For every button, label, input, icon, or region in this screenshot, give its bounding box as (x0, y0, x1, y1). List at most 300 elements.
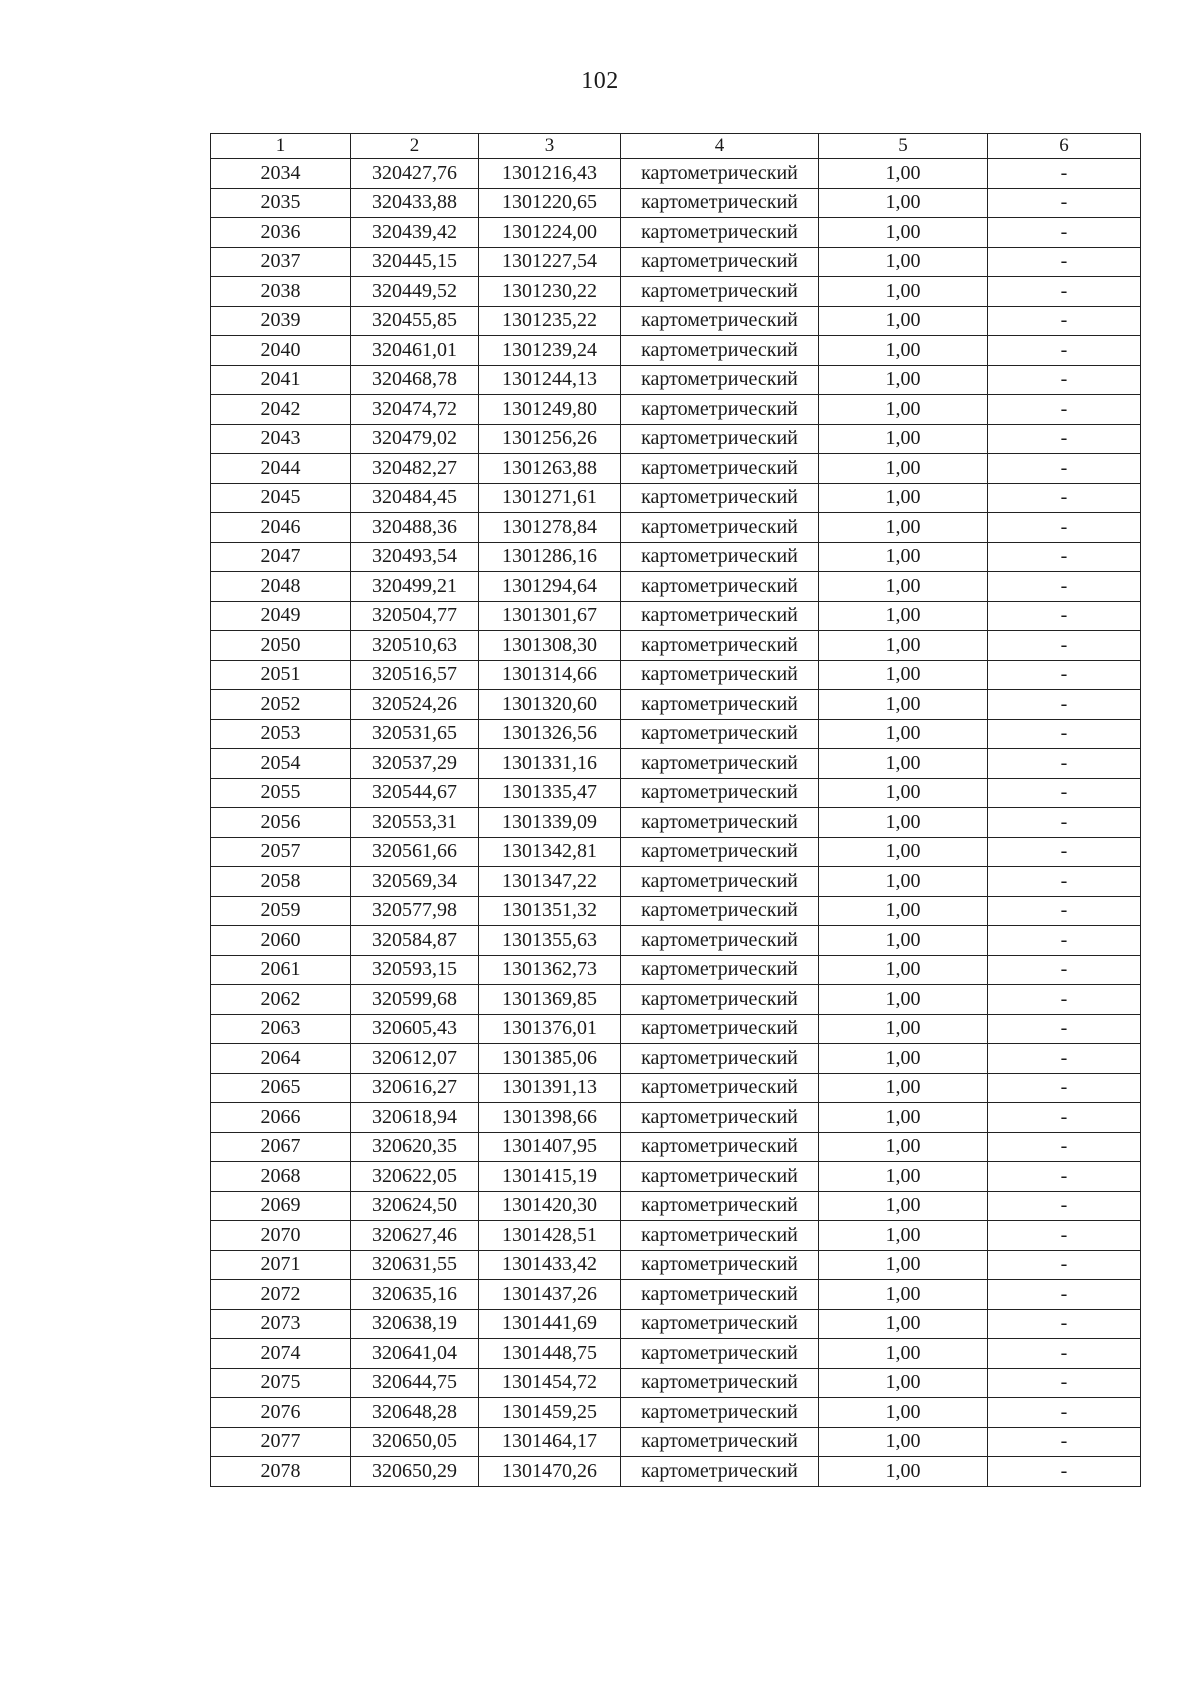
y-coordinate-cell: 1301335,47 (479, 778, 621, 808)
table-row (211, 631, 1141, 661)
method-cell: картометрический (621, 218, 819, 248)
accuracy-cell: 1,00 (819, 483, 988, 513)
accuracy-cell: 1,00 (819, 837, 988, 867)
accuracy-cell: 1,00 (819, 985, 988, 1015)
note-cell: - (988, 631, 1141, 661)
method-cell: картометрический (621, 719, 819, 749)
note-cell: - (988, 926, 1141, 956)
method-cell: картометрический (621, 1014, 819, 1044)
x-coordinate-cell: 320479,02 (351, 424, 479, 454)
table-row (211, 336, 1141, 366)
method-cell: картометрический (621, 985, 819, 1015)
accuracy-cell: 1,00 (819, 1457, 988, 1487)
method-cell: картометрический (621, 542, 819, 572)
x-coordinate-cell: 320484,45 (351, 483, 479, 513)
y-coordinate-cell: 1301376,01 (479, 1014, 621, 1044)
point-number-cell: 2053 (211, 719, 351, 749)
y-coordinate-cell: 1301308,30 (479, 631, 621, 661)
table-row (211, 1280, 1141, 1310)
table-row (211, 159, 1141, 189)
method-cell: картометрический (621, 926, 819, 956)
table-header-row (211, 134, 1141, 159)
column-header: 3 (479, 134, 621, 159)
table-row (211, 690, 1141, 720)
note-cell: - (988, 867, 1141, 897)
note-cell: - (988, 542, 1141, 572)
method-cell: картометрический (621, 690, 819, 720)
y-coordinate-cell: 1301433,42 (479, 1250, 621, 1280)
table-row (211, 1073, 1141, 1103)
note-cell: - (988, 896, 1141, 926)
x-coordinate-cell: 320504,77 (351, 601, 479, 631)
method-cell: картометрический (621, 483, 819, 513)
accuracy-cell: 1,00 (819, 247, 988, 277)
note-cell: - (988, 572, 1141, 602)
x-coordinate-cell: 320455,85 (351, 306, 479, 336)
accuracy-cell: 1,00 (819, 808, 988, 838)
method-cell: картометрический (621, 424, 819, 454)
x-coordinate-cell: 320635,16 (351, 1280, 479, 1310)
table-row (211, 985, 1141, 1015)
accuracy-cell: 1,00 (819, 660, 988, 690)
point-number-cell: 2078 (211, 1457, 351, 1487)
x-coordinate-cell: 320644,75 (351, 1368, 479, 1398)
x-coordinate-cell: 320599,68 (351, 985, 479, 1015)
accuracy-cell: 1,00 (819, 572, 988, 602)
table-row (211, 513, 1141, 543)
table-row (211, 483, 1141, 513)
table-row (211, 395, 1141, 425)
method-cell: картометрический (621, 395, 819, 425)
point-number-cell: 2059 (211, 896, 351, 926)
point-number-cell: 2061 (211, 955, 351, 985)
x-coordinate-cell: 320627,46 (351, 1221, 479, 1251)
note-cell: - (988, 660, 1141, 690)
y-coordinate-cell: 1301331,16 (479, 749, 621, 779)
point-number-cell: 2052 (211, 690, 351, 720)
x-coordinate-cell: 320439,42 (351, 218, 479, 248)
x-coordinate-cell: 320624,50 (351, 1191, 479, 1221)
y-coordinate-cell: 1301391,13 (479, 1073, 621, 1103)
note-cell: - (988, 395, 1141, 425)
table-row (211, 1250, 1141, 1280)
note-cell: - (988, 483, 1141, 513)
x-coordinate-cell: 320641,04 (351, 1339, 479, 1369)
accuracy-cell: 1,00 (819, 395, 988, 425)
y-coordinate-cell: 1301428,51 (479, 1221, 621, 1251)
y-coordinate-cell: 1301415,19 (479, 1162, 621, 1192)
accuracy-cell: 1,00 (819, 1339, 988, 1369)
y-coordinate-cell: 1301314,66 (479, 660, 621, 690)
x-coordinate-cell: 320577,98 (351, 896, 479, 926)
column-header: 5 (819, 134, 988, 159)
point-number-cell: 2038 (211, 277, 351, 307)
table-row (211, 1368, 1141, 1398)
point-number-cell: 2064 (211, 1044, 351, 1074)
point-number-cell: 2071 (211, 1250, 351, 1280)
table-row (211, 837, 1141, 867)
method-cell: картометрический (621, 513, 819, 543)
accuracy-cell: 1,00 (819, 631, 988, 661)
note-cell: - (988, 719, 1141, 749)
method-cell: картометрический (621, 1398, 819, 1428)
point-number-cell: 2040 (211, 336, 351, 366)
coordinates-table (210, 133, 1141, 1487)
page-number: 102 (581, 68, 619, 94)
x-coordinate-cell: 320537,29 (351, 749, 479, 779)
method-cell: картометрический (621, 1103, 819, 1133)
table-row (211, 1191, 1141, 1221)
y-coordinate-cell: 1301464,17 (479, 1427, 621, 1457)
point-number-cell: 2045 (211, 483, 351, 513)
note-cell: - (988, 1073, 1141, 1103)
note-cell: - (988, 985, 1141, 1015)
method-cell: картометрический (621, 631, 819, 661)
x-coordinate-cell: 320620,35 (351, 1132, 479, 1162)
point-number-cell: 2073 (211, 1309, 351, 1339)
note-cell: - (988, 1162, 1141, 1192)
y-coordinate-cell: 1301459,25 (479, 1398, 621, 1428)
accuracy-cell: 1,00 (819, 277, 988, 307)
table-row (211, 1398, 1141, 1428)
y-coordinate-cell: 1301355,63 (479, 926, 621, 956)
y-coordinate-cell: 1301271,61 (479, 483, 621, 513)
table-row (211, 955, 1141, 985)
accuracy-cell: 1,00 (819, 218, 988, 248)
method-cell: картометрический (621, 572, 819, 602)
y-coordinate-cell: 1301239,24 (479, 336, 621, 366)
method-cell: картометрический (621, 306, 819, 336)
y-coordinate-cell: 1301278,84 (479, 513, 621, 543)
column-header: 4 (621, 134, 819, 159)
point-number-cell: 2072 (211, 1280, 351, 1310)
y-coordinate-cell: 1301230,22 (479, 277, 621, 307)
table-row (211, 1309, 1141, 1339)
note-cell: - (988, 1132, 1141, 1162)
note-cell: - (988, 454, 1141, 484)
table-row (211, 896, 1141, 926)
accuracy-cell: 1,00 (819, 601, 988, 631)
method-cell: картометрический (621, 1250, 819, 1280)
accuracy-cell: 1,00 (819, 1427, 988, 1457)
x-coordinate-cell: 320605,43 (351, 1014, 479, 1044)
point-number-cell: 2058 (211, 867, 351, 897)
point-number-cell: 2051 (211, 660, 351, 690)
note-cell: - (988, 1103, 1141, 1133)
y-coordinate-cell: 1301244,13 (479, 365, 621, 395)
point-number-cell: 2077 (211, 1427, 351, 1457)
method-cell: картометрический (621, 896, 819, 926)
point-number-cell: 2056 (211, 808, 351, 838)
note-cell: - (988, 188, 1141, 218)
y-coordinate-cell: 1301216,43 (479, 159, 621, 189)
y-coordinate-cell: 1301320,60 (479, 690, 621, 720)
column-header: 6 (988, 134, 1141, 159)
accuracy-cell: 1,00 (819, 778, 988, 808)
y-coordinate-cell: 1301448,75 (479, 1339, 621, 1369)
y-coordinate-cell: 1301369,85 (479, 985, 621, 1015)
table-row (211, 424, 1141, 454)
accuracy-cell: 1,00 (819, 896, 988, 926)
x-coordinate-cell: 320650,29 (351, 1457, 479, 1487)
point-number-cell: 2069 (211, 1191, 351, 1221)
table-row (211, 660, 1141, 690)
point-number-cell: 2037 (211, 247, 351, 277)
table-row (211, 542, 1141, 572)
accuracy-cell: 1,00 (819, 1191, 988, 1221)
note-cell: - (988, 1339, 1141, 1369)
table-row (211, 218, 1141, 248)
table-row (211, 778, 1141, 808)
x-coordinate-cell: 320468,78 (351, 365, 479, 395)
x-coordinate-cell: 320499,21 (351, 572, 479, 602)
accuracy-cell: 1,00 (819, 867, 988, 897)
note-cell: - (988, 1368, 1141, 1398)
x-coordinate-cell: 320524,26 (351, 690, 479, 720)
x-coordinate-cell: 320569,34 (351, 867, 479, 897)
x-coordinate-cell: 320482,27 (351, 454, 479, 484)
y-coordinate-cell: 1301347,22 (479, 867, 621, 897)
method-cell: картометрический (621, 1132, 819, 1162)
accuracy-cell: 1,00 (819, 1309, 988, 1339)
accuracy-cell: 1,00 (819, 424, 988, 454)
accuracy-cell: 1,00 (819, 454, 988, 484)
table-row (211, 601, 1141, 631)
method-cell: картометрический (621, 247, 819, 277)
method-cell: картометрический (621, 188, 819, 218)
table-row (211, 572, 1141, 602)
method-cell: картометрический (621, 1309, 819, 1339)
accuracy-cell: 1,00 (819, 188, 988, 218)
note-cell: - (988, 749, 1141, 779)
x-coordinate-cell: 320449,52 (351, 277, 479, 307)
y-coordinate-cell: 1301470,26 (479, 1457, 621, 1487)
x-coordinate-cell: 320584,87 (351, 926, 479, 956)
note-cell: - (988, 837, 1141, 867)
table-row (211, 1132, 1141, 1162)
method-cell: картометрический (621, 1427, 819, 1457)
table-row (211, 306, 1141, 336)
accuracy-cell: 1,00 (819, 719, 988, 749)
point-number-cell: 2048 (211, 572, 351, 602)
note-cell: - (988, 1250, 1141, 1280)
x-coordinate-cell: 320593,15 (351, 955, 479, 985)
method-cell: картометрический (621, 837, 819, 867)
point-number-cell: 2050 (211, 631, 351, 661)
method-cell: картометрический (621, 867, 819, 897)
method-cell: картометрический (621, 1044, 819, 1074)
table-row (211, 1339, 1141, 1369)
y-coordinate-cell: 1301263,88 (479, 454, 621, 484)
point-number-cell: 2067 (211, 1132, 351, 1162)
accuracy-cell: 1,00 (819, 926, 988, 956)
note-cell: - (988, 336, 1141, 366)
method-cell: картометрический (621, 601, 819, 631)
accuracy-cell: 1,00 (819, 955, 988, 985)
accuracy-cell: 1,00 (819, 1073, 988, 1103)
y-coordinate-cell: 1301441,69 (479, 1309, 621, 1339)
method-cell: картометрический (621, 778, 819, 808)
method-cell: картометрический (621, 1073, 819, 1103)
y-coordinate-cell: 1301294,64 (479, 572, 621, 602)
method-cell: картометрический (621, 277, 819, 307)
y-coordinate-cell: 1301249,80 (479, 395, 621, 425)
y-coordinate-cell: 1301407,95 (479, 1132, 621, 1162)
note-cell: - (988, 1191, 1141, 1221)
x-coordinate-cell: 320531,65 (351, 719, 479, 749)
method-cell: картометрический (621, 808, 819, 838)
point-number-cell: 2068 (211, 1162, 351, 1192)
table-row (211, 1457, 1141, 1487)
note-cell: - (988, 1014, 1141, 1044)
y-coordinate-cell: 1301342,81 (479, 837, 621, 867)
point-number-cell: 2063 (211, 1014, 351, 1044)
table-row (211, 247, 1141, 277)
note-cell: - (988, 1309, 1141, 1339)
point-number-cell: 2055 (211, 778, 351, 808)
table-row (211, 1221, 1141, 1251)
method-cell: картометрический (621, 336, 819, 366)
y-coordinate-cell: 1301301,67 (479, 601, 621, 631)
table-row (211, 1427, 1141, 1457)
method-cell: картометрический (621, 1191, 819, 1221)
point-number-cell: 2046 (211, 513, 351, 543)
y-coordinate-cell: 1301351,32 (479, 896, 621, 926)
x-coordinate-cell: 320510,63 (351, 631, 479, 661)
table-row (211, 277, 1141, 307)
note-cell: - (988, 424, 1141, 454)
point-number-cell: 2074 (211, 1339, 351, 1369)
method-cell: картометрический (621, 955, 819, 985)
note-cell: - (988, 808, 1141, 838)
x-coordinate-cell: 320650,05 (351, 1427, 479, 1457)
point-number-cell: 2070 (211, 1221, 351, 1251)
method-cell: картометрический (621, 454, 819, 484)
method-cell: картометрический (621, 1221, 819, 1251)
note-cell: - (988, 1427, 1141, 1457)
point-number-cell: 2075 (211, 1368, 351, 1398)
method-cell: картометрический (621, 1457, 819, 1487)
accuracy-cell: 1,00 (819, 1162, 988, 1192)
y-coordinate-cell: 1301220,65 (479, 188, 621, 218)
point-number-cell: 2060 (211, 926, 351, 956)
accuracy-cell: 1,00 (819, 1398, 988, 1428)
accuracy-cell: 1,00 (819, 749, 988, 779)
x-coordinate-cell: 320493,54 (351, 542, 479, 572)
point-number-cell: 2034 (211, 159, 351, 189)
x-coordinate-cell: 320631,55 (351, 1250, 479, 1280)
method-cell: картометрический (621, 1339, 819, 1369)
note-cell: - (988, 365, 1141, 395)
point-number-cell: 2047 (211, 542, 351, 572)
y-coordinate-cell: 1301339,09 (479, 808, 621, 838)
method-cell: картометрический (621, 660, 819, 690)
y-coordinate-cell: 1301420,30 (479, 1191, 621, 1221)
x-coordinate-cell: 320445,15 (351, 247, 479, 277)
method-cell: картометрический (621, 159, 819, 189)
method-cell: картометрический (621, 1162, 819, 1192)
method-cell: картометрический (621, 1280, 819, 1310)
table-row (211, 749, 1141, 779)
y-coordinate-cell: 1301362,73 (479, 955, 621, 985)
table-body (211, 159, 1141, 1487)
accuracy-cell: 1,00 (819, 1103, 988, 1133)
point-number-cell: 2054 (211, 749, 351, 779)
note-cell: - (988, 955, 1141, 985)
point-number-cell: 2057 (211, 837, 351, 867)
note-cell: - (988, 159, 1141, 189)
note-cell: - (988, 277, 1141, 307)
note-cell: - (988, 513, 1141, 543)
accuracy-cell: 1,00 (819, 336, 988, 366)
note-cell: - (988, 1280, 1141, 1310)
point-number-cell: 2035 (211, 188, 351, 218)
accuracy-cell: 1,00 (819, 513, 988, 543)
y-coordinate-cell: 1301224,00 (479, 218, 621, 248)
table-row (211, 1103, 1141, 1133)
table-row (211, 1014, 1141, 1044)
table-row (211, 1162, 1141, 1192)
note-cell: - (988, 1221, 1141, 1251)
x-coordinate-cell: 320544,67 (351, 778, 479, 808)
x-coordinate-cell: 320433,88 (351, 188, 479, 218)
table-row (211, 808, 1141, 838)
x-coordinate-cell: 320516,57 (351, 660, 479, 690)
note-cell: - (988, 1398, 1141, 1428)
accuracy-cell: 1,00 (819, 1280, 988, 1310)
point-number-cell: 2044 (211, 454, 351, 484)
accuracy-cell: 1,00 (819, 1132, 988, 1162)
point-number-cell: 2062 (211, 985, 351, 1015)
y-coordinate-cell: 1301256,26 (479, 424, 621, 454)
accuracy-cell: 1,00 (819, 1221, 988, 1251)
point-number-cell: 2041 (211, 365, 351, 395)
point-number-cell: 2065 (211, 1073, 351, 1103)
note-cell: - (988, 218, 1141, 248)
note-cell: - (988, 1044, 1141, 1074)
accuracy-cell: 1,00 (819, 365, 988, 395)
x-coordinate-cell: 320561,66 (351, 837, 479, 867)
accuracy-cell: 1,00 (819, 306, 988, 336)
x-coordinate-cell: 320616,27 (351, 1073, 479, 1103)
method-cell: картометрический (621, 749, 819, 779)
method-cell: картометрический (621, 1368, 819, 1398)
note-cell: - (988, 247, 1141, 277)
accuracy-cell: 1,00 (819, 1368, 988, 1398)
y-coordinate-cell: 1301398,66 (479, 1103, 621, 1133)
point-number-cell: 2039 (211, 306, 351, 336)
accuracy-cell: 1,00 (819, 690, 988, 720)
point-number-cell: 2049 (211, 601, 351, 631)
x-coordinate-cell: 320553,31 (351, 808, 479, 838)
x-coordinate-cell: 320648,28 (351, 1398, 479, 1428)
y-coordinate-cell: 1301286,16 (479, 542, 621, 572)
accuracy-cell: 1,00 (819, 1250, 988, 1280)
x-coordinate-cell: 320488,36 (351, 513, 479, 543)
x-coordinate-cell: 320427,76 (351, 159, 479, 189)
point-number-cell: 2036 (211, 218, 351, 248)
x-coordinate-cell: 320474,72 (351, 395, 479, 425)
accuracy-cell: 1,00 (819, 159, 988, 189)
y-coordinate-cell: 1301326,56 (479, 719, 621, 749)
column-header: 2 (351, 134, 479, 159)
y-coordinate-cell: 1301235,22 (479, 306, 621, 336)
y-coordinate-cell: 1301227,54 (479, 247, 621, 277)
x-coordinate-cell: 320638,19 (351, 1309, 479, 1339)
table-row (211, 719, 1141, 749)
point-number-cell: 2066 (211, 1103, 351, 1133)
note-cell: - (988, 778, 1141, 808)
